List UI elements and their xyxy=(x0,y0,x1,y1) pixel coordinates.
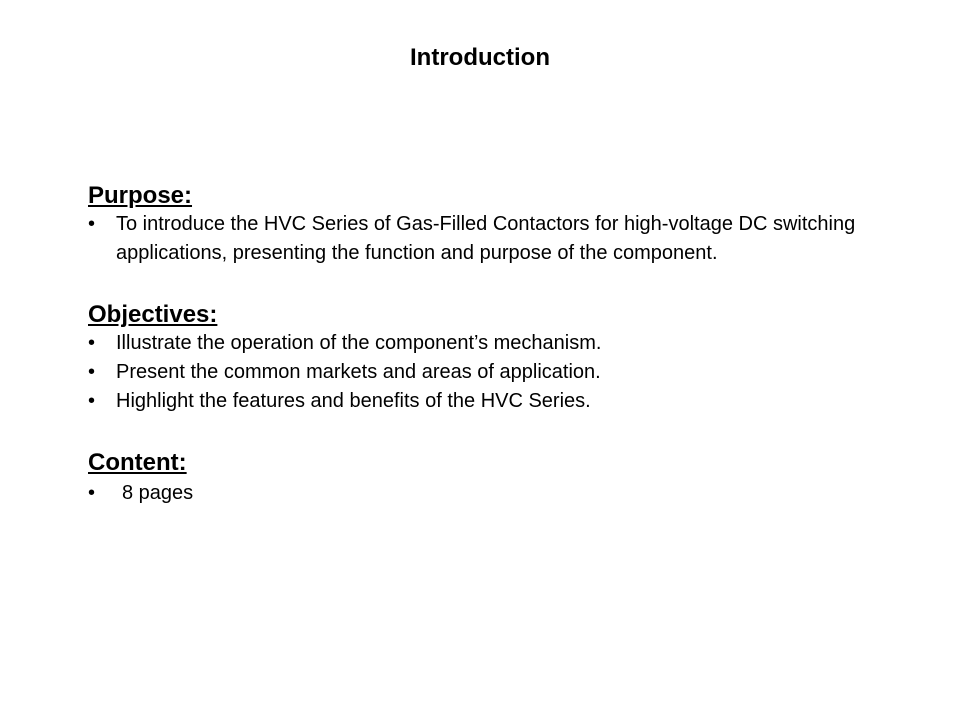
content-list xyxy=(88,479,878,508)
objectives-list xyxy=(88,329,878,416)
bullet-icon: • xyxy=(88,361,96,383)
slide-title: Introduction xyxy=(410,44,550,71)
bullet-icon: • xyxy=(88,332,96,354)
bullet-icon: • xyxy=(88,390,96,412)
purpose-section xyxy=(88,182,878,268)
slide-body xyxy=(88,182,878,508)
list-item xyxy=(88,210,878,268)
content-item-text: 8 pages xyxy=(122,482,194,504)
list-item xyxy=(88,387,878,416)
list-item xyxy=(88,479,878,508)
objectives-section xyxy=(88,301,878,416)
bullet-icon: • xyxy=(88,482,96,504)
purpose-list xyxy=(88,210,878,268)
content-section xyxy=(88,449,878,508)
content-heading: Content: xyxy=(88,449,187,476)
list-item xyxy=(88,358,878,387)
bullet-icon: • xyxy=(88,213,96,235)
objective-item-text: Highlight the features and benefits of the HVC Series. xyxy=(116,390,591,412)
objectives-heading: Objectives: xyxy=(88,301,218,328)
objective-item-text: Illustrate the operation of the component’s mechanism. xyxy=(116,332,602,354)
purpose-heading: Purpose: xyxy=(88,182,193,209)
objective-item-text: Present the common markets and areas of application. xyxy=(116,361,601,383)
purpose-item-text: To introduce the HVC Series of Gas-Filled Contactors for high-voltage DC switching applications, presenting the function and purpose of the component. xyxy=(116,213,856,264)
list-item xyxy=(88,329,878,358)
